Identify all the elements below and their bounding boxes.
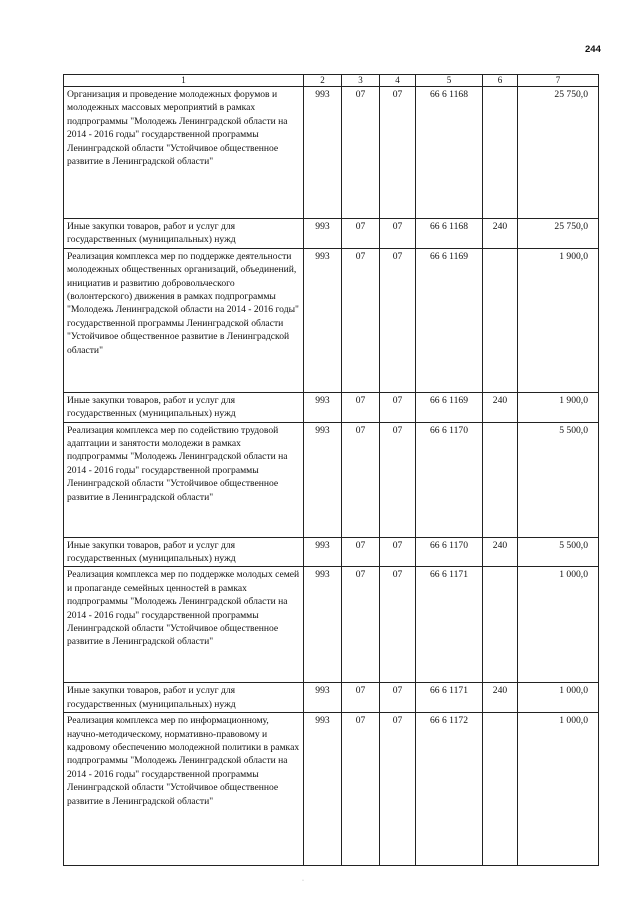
row-amount: 25 750,0 — [518, 87, 599, 219]
row-description: Иные закупки товаров, работ и услуг для государственных (муниципальных) нужд — [64, 683, 304, 713]
row-description: Реализация комплекса мер по содействию трудовой адаптации и занятости молодежи в рамках подпрограммы "Молодежь Ленинградской области на 2014 - 2016 годы" государственной программы Ленинградской области "Устойчивое общественное развитие в Ленинградской области" — [64, 422, 304, 537]
row-section-code: 07 — [342, 248, 380, 392]
row-amount: 25 750,0 — [518, 219, 599, 249]
row-expense-type-code — [483, 248, 518, 392]
header-row — [64, 75, 599, 87]
row-amount: 1 900,0 — [518, 248, 599, 392]
table-row — [64, 219, 599, 249]
row-grbs-code: 993 — [304, 537, 342, 567]
row-grbs-code: 993 — [304, 219, 342, 249]
row-expense-type-code: 240 — [483, 219, 518, 249]
row-subsection-code: 07 — [380, 87, 416, 219]
row-subsection-code: 07 — [380, 567, 416, 683]
row-target-article-code: 66 6 1168 — [416, 87, 483, 219]
row-expense-type-code: 240 — [483, 683, 518, 713]
row-section-code: 07 — [342, 537, 380, 567]
table-row — [64, 248, 599, 392]
row-section-code: 07 — [342, 713, 380, 866]
footer-mark: · — [302, 878, 304, 884]
row-target-article-code: 66 6 1168 — [416, 219, 483, 249]
row-target-article-code: 66 6 1171 — [416, 683, 483, 713]
row-target-article-code: 66 6 1169 — [416, 248, 483, 392]
row-amount: 5 500,0 — [518, 537, 599, 567]
column-header: 6 — [483, 75, 518, 87]
column-header: 4 — [380, 75, 416, 87]
row-grbs-code: 993 — [304, 567, 342, 683]
row-expense-type-code — [483, 422, 518, 537]
table-row — [64, 683, 599, 713]
row-subsection-code: 07 — [380, 219, 416, 249]
table-row — [64, 713, 599, 866]
row-subsection-code: 07 — [380, 392, 416, 422]
row-target-article-code: 66 6 1171 — [416, 567, 483, 683]
column-header: 1 — [64, 75, 304, 87]
row-description: Иные закупки товаров, работ и услуг для государственных (муниципальных) нужд — [64, 219, 304, 249]
row-expense-type-code: 240 — [483, 392, 518, 422]
column-header: 3 — [342, 75, 380, 87]
row-subsection-code: 07 — [380, 248, 416, 392]
row-section-code: 07 — [342, 567, 380, 683]
row-description: Реализация комплекса мер по поддержке деятельности молодежных общественных организаций, объединений, инициатив и развитию добровольческого (волонтерского) движения в рамках подпрограммы "Молодежь Ленинградской области на 2014 - 2016 годы" государственной программы Ленинградской области "Устойчивое общественное развитие в Ленинградской области" — [64, 248, 304, 392]
row-subsection-code: 07 — [380, 537, 416, 567]
table-row — [64, 422, 599, 537]
row-expense-type-code — [483, 87, 518, 219]
row-amount: 1 000,0 — [518, 683, 599, 713]
row-grbs-code: 993 — [304, 422, 342, 537]
table-row — [64, 537, 599, 567]
row-section-code: 07 — [342, 87, 380, 219]
row-subsection-code: 07 — [380, 683, 416, 713]
row-grbs-code: 993 — [304, 713, 342, 866]
row-expense-type-code — [483, 713, 518, 866]
row-description: Иные закупки товаров, работ и услуг для государственных (муниципальных) нужд — [64, 537, 304, 567]
row-expense-type-code: 240 — [483, 537, 518, 567]
row-expense-type-code — [483, 567, 518, 683]
row-description: Иные закупки товаров, работ и услуг для государственных (муниципальных) нужд — [64, 392, 304, 422]
row-description: Организация и проведение молодежных форумов и молодежных массовых мероприятий в рамках подпрограммы "Молодежь Ленинградской области на 2014 - 2016 годы" государственной программы Ленинградской области "Устойчивое общественное развитие в Ленинградской области" — [64, 87, 304, 219]
row-amount: 1 900,0 — [518, 392, 599, 422]
row-amount: 5 500,0 — [518, 422, 599, 537]
row-amount: 1 000,0 — [518, 713, 599, 866]
row-subsection-code: 07 — [380, 422, 416, 537]
row-grbs-code: 993 — [304, 87, 342, 219]
row-grbs-code: 993 — [304, 392, 342, 422]
row-description: Реализация комплекса мер по информационному, научно-методическому, нормативно-правовому и кадровому обеспечению молодежной политики в рамках подпрограммы "Молодежь Ленинградской области на 2014 - 2016 годы" государственной программы Ленинградской области "Устойчивое общественное развитие в Ленинградской области" — [64, 713, 304, 866]
table-row — [64, 392, 599, 422]
row-target-article-code: 66 6 1170 — [416, 422, 483, 537]
row-target-article-code: 66 6 1170 — [416, 537, 483, 567]
row-subsection-code: 07 — [380, 713, 416, 866]
row-target-article-code: 66 6 1172 — [416, 713, 483, 866]
row-section-code: 07 — [342, 422, 380, 537]
row-section-code: 07 — [342, 219, 380, 249]
column-header: 2 — [304, 75, 342, 87]
table-row — [64, 87, 599, 219]
row-description: Реализация комплекса мер по поддержке молодых семей и пропаганде семейных ценностей в рамках подпрограммы "Молодежь Ленинградской области на 2014 - 2016 годы" государственной программы Ленинградской области "Устойчивое общественное развитие в Ленинградской области" — [64, 567, 304, 683]
row-target-article-code: 66 6 1169 — [416, 392, 483, 422]
row-grbs-code: 993 — [304, 683, 342, 713]
row-section-code: 07 — [342, 683, 380, 713]
table-row — [64, 567, 599, 683]
page-number: 244 — [585, 44, 601, 55]
row-section-code: 07 — [342, 392, 380, 422]
column-header: 5 — [416, 75, 483, 87]
row-grbs-code: 993 — [304, 248, 342, 392]
column-header: 7 — [518, 75, 599, 87]
row-amount: 1 000,0 — [518, 567, 599, 683]
budget-table — [63, 74, 599, 866]
